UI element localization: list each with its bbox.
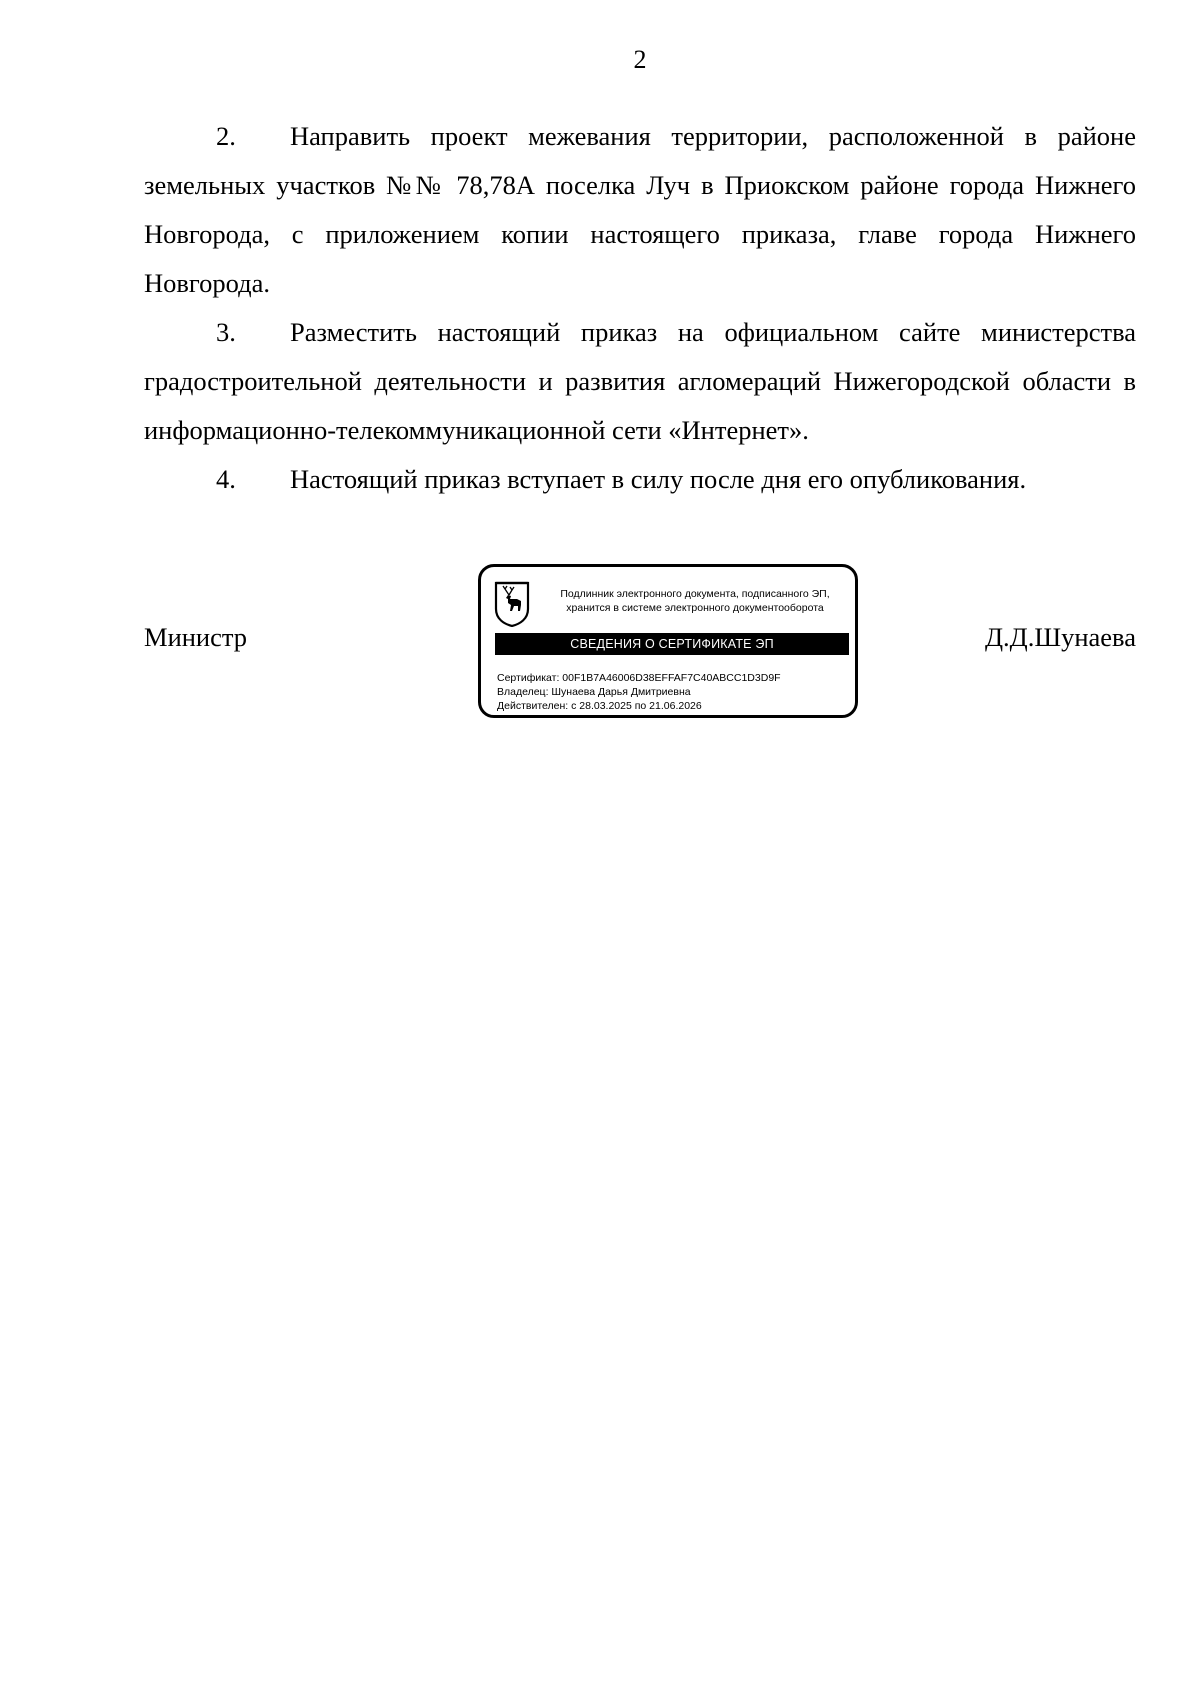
paragraph-3 [144,308,1136,455]
paragraph-text: Направить проект межевания территории, расположенной в районе земельных участков №№ 78,78А поселка Луч в Приокском районе города Нижнего Новгорода, с приложением копии настоящего приказа, главе города Нижнего Новгорода. [144,121,1136,298]
paragraph-text: Настоящий приказ вступает в силу после дня его опубликования. [290,464,1027,494]
certificate-validity: Действителен: с 28.03.2025 по 21.06.2026 [497,700,702,712]
stamp-notice-line: Подлинник электронного документа, подписанного ЭП, [560,588,830,600]
stamp-header: СВЕДЕНИЯ О СЕРТИФИКАТЕ ЭП [495,633,849,655]
document-body [144,112,1136,504]
certificate-number: Сертификат: 00F1B7A46006D38EFFAF7C40ABCC1D3D9F [497,672,781,684]
paragraph-text: Разместить настоящий приказ на официальном сайте министерства градостроительной деятельности и развития агломераций Нижегородской области в информационно-телекоммуникационной сети «Интернет». [144,317,1136,445]
deer-coat-of-arms-icon [493,581,531,627]
stamp-notice-line: хранится в системе электронного документооборота [566,602,824,614]
signatory-name: Д.Д.Шунаева [984,622,1136,652]
page-number: 2 [633,45,647,74]
paragraph-2 [144,112,1136,308]
certificate-owner: Владелец: Шунаева Дарья Дмитриевна [497,686,691,698]
paragraph-number: 4. [216,464,236,494]
signatory-title: Министр [144,622,248,652]
electronic-signature-stamp [478,564,858,718]
certificate-details [497,671,853,713]
paragraph-4 [144,455,1136,504]
stamp-notice [539,587,851,615]
paragraph-number: 3. [216,317,236,347]
paragraph-number: 2. [216,121,236,151]
